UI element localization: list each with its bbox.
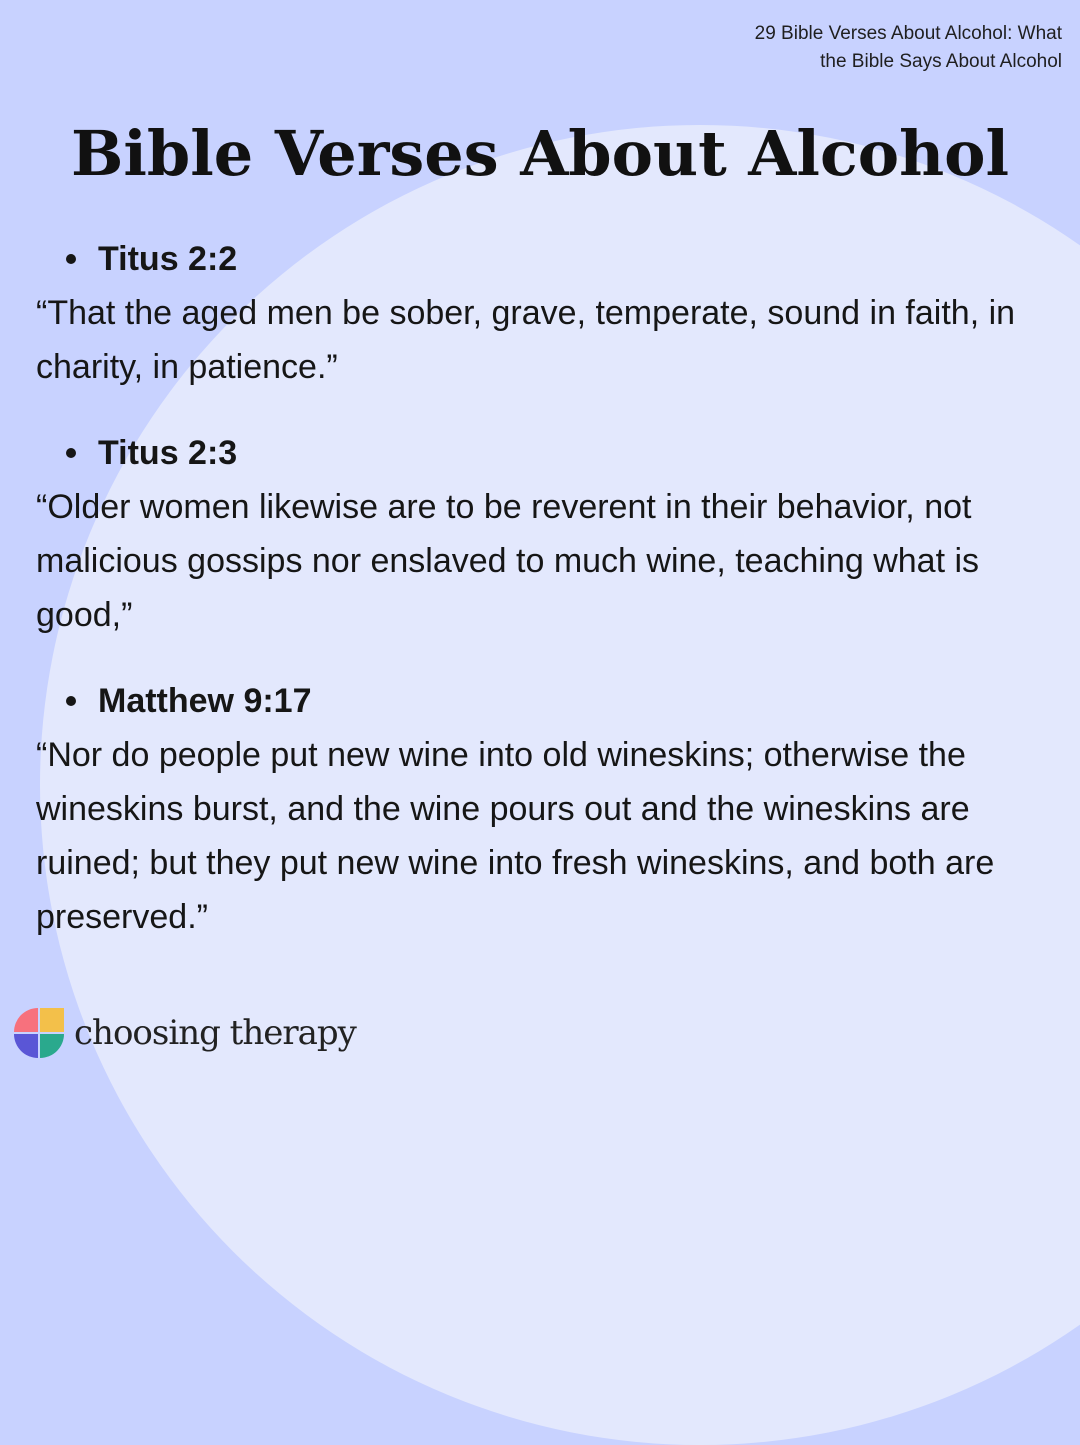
header-note xyxy=(642,20,1062,76)
verse-reference-label: Matthew 9:17 xyxy=(98,681,312,720)
verse-quote: “Older women likewise are to be reverent in their behavior, not malicious gossips nor enslaved to much wine, teaching what is good,” xyxy=(36,488,980,634)
verse-reference xyxy=(36,674,1046,728)
brand-logo xyxy=(14,1008,356,1058)
verse-item-matthew-9-17 xyxy=(36,674,1046,944)
bullet-icon xyxy=(66,696,76,706)
brand-name: choosing therapy xyxy=(74,1013,356,1053)
header-note-line-1: 29 Bible Verses About Alcohol: What xyxy=(754,23,1062,44)
verse-item-titus-2-3 xyxy=(36,426,1046,642)
verse-quote: “That the aged men be sober, grave, temperate, sound in faith, in charity, in patience.” xyxy=(36,294,1016,386)
verse-item-titus-2-2 xyxy=(36,232,1046,394)
verse-list xyxy=(36,232,1046,976)
verse-reference xyxy=(36,232,1046,286)
verse-reference-label: Titus 2:2 xyxy=(98,239,238,278)
verse-reference-label: Titus 2:3 xyxy=(98,433,238,472)
verse-reference xyxy=(36,426,1046,480)
logo-quadrant-green xyxy=(40,1034,64,1058)
verse-quote: “Nor do people put new wine into old wineskins; otherwise the wineskins burst, and the wine pours out and the wineskins are ruined; but they put new wine into fresh wineskins, and both are preserved.” xyxy=(36,736,995,936)
bullet-icon xyxy=(66,254,76,264)
logo-quadrant-yellow xyxy=(40,1008,64,1032)
four-quadrant-logo-icon xyxy=(14,1008,64,1058)
bullet-icon xyxy=(66,448,76,458)
header-note-line-2: the Bible Says About Alcohol xyxy=(820,51,1062,72)
logo-quadrant-coral xyxy=(14,1008,38,1032)
page-title: Bible Verses About Alcohol xyxy=(70,117,1010,190)
logo-quadrant-purple xyxy=(14,1034,38,1058)
